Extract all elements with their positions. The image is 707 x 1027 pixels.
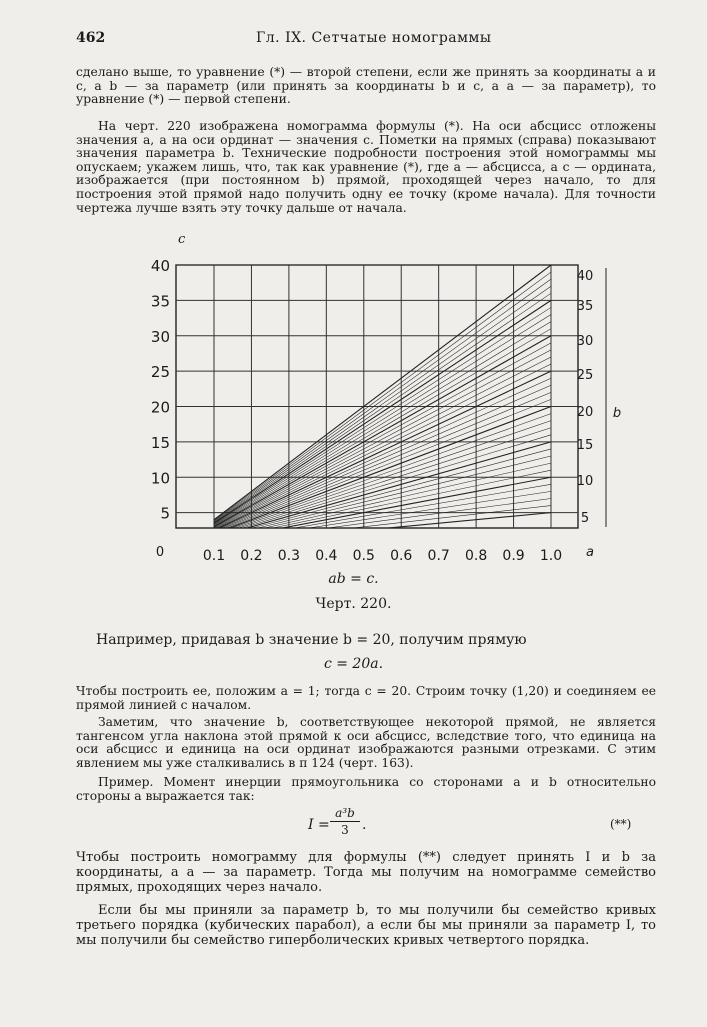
x-tick-label: 0.8 <box>464 548 488 564</box>
b-scale-label: 10 <box>576 474 594 489</box>
nomogram-line <box>214 293 551 522</box>
y-tick-label: 10 <box>150 469 170 488</box>
equation-2-tag: (**) <box>610 817 632 831</box>
paragraph-8: Если бы мы приняли за параметр b, то мы получили бы семейство кривых третьего порядка (кубических парабол), а если бы мы приняли за параметр I, то мы получили бы семейство гиперболических кривых четвертого порядка. <box>76 903 656 948</box>
y-tick-label: 35 <box>150 292 170 311</box>
figure-caption: Черт. 220. <box>315 596 392 612</box>
equation-2-denominator: 3 <box>341 823 349 837</box>
paragraph-1: сделано выше, то уравнение (*) — второй степени, если же принять за координаты a и c, а b — за параметр (или принять за координаты b и c, а a — за параметр), то уравнение (*) — первой степени. <box>76 65 656 107</box>
equation-2-lhs: I = <box>308 817 330 833</box>
b-scale-label: 5 <box>580 511 590 526</box>
origin-label: 0 <box>155 545 165 560</box>
x-tick-label: 0.9 <box>502 548 525 564</box>
b-parameter-letter: b <box>612 406 622 421</box>
nomogram-line <box>214 385 551 531</box>
x-tick-label: 1.0 <box>539 548 563 564</box>
equation-2-numerator: a³b <box>330 806 360 822</box>
nomogram-line <box>214 378 551 531</box>
x-tick-label: 0.7 <box>427 548 450 564</box>
nomogram-line <box>214 364 551 530</box>
paragraph-7: Чтобы построить номограмму для формулы (**) следует принять I и b за координаты, а a — за параметр. Тогда мы получим на номограмме семейство прямых, проходящих через начало. <box>76 850 656 895</box>
nomogram-line <box>214 435 551 537</box>
nomogram-line <box>214 272 551 520</box>
x-tick-label: 0.1 <box>202 548 226 564</box>
equation-1: c = 20a. <box>323 656 384 672</box>
nomogram-line <box>214 329 551 526</box>
nomogram-line <box>214 456 551 539</box>
nomogram-line <box>214 343 551 528</box>
y-tick-label: 40 <box>150 257 170 275</box>
nomogram-line <box>214 357 551 529</box>
x-tick-label: 0.5 <box>352 548 375 564</box>
x-tick-label: 0.3 <box>277 548 301 564</box>
b-scale-label: 35 <box>576 299 594 314</box>
y-axis-letter: c <box>178 232 186 247</box>
paragraph-3: Например, придавая b значение b = 20, получим прямую <box>96 632 527 648</box>
nomogram-line <box>214 421 551 536</box>
paragraph-6: Пример. Момент инерции прямоугольника со сторонами a и b относительно стороны a выражается так: <box>76 775 656 803</box>
equation-2 <box>0 806 707 846</box>
nomogram-line <box>214 279 551 521</box>
b-scale-label: 15 <box>576 438 594 453</box>
nomogram-line <box>214 407 551 534</box>
b-scale-label: 25 <box>576 368 594 383</box>
page-number: 462 <box>76 30 106 46</box>
equation-2-period: . <box>362 817 367 833</box>
nomogram-line <box>214 322 551 526</box>
paragraph-2: На черт. 220 изображена номограмма формулы (*). На оси абсцисс отложены значения a, а на оси ординат — значения c. Пометки на прямых (справа) показывают значения параметра b. Технические подробности построения этой номограммы мы опускаем; укажем лишь, что, так как уравнение (*), где a — абсцисса, а c — ордината, изображается (при постоянном b) прямой, проходящей через начало, то для построения этой прямой надо получить одну ее точку (кроме начала). Для точности чертежа лучше взять эту точку дальше от начала. <box>76 119 656 215</box>
y-tick-label: 30 <box>150 327 170 346</box>
b-scale-label: 40 <box>576 269 594 284</box>
equation-2-fraction <box>330 806 360 837</box>
paragraph-4: Чтобы построить ее, положим a = 1; тогда c = 20. Строим точку (1,20) и соединяем ее прямой линией с началом. <box>76 684 656 712</box>
nomogram-line <box>214 371 551 530</box>
x-tick-label: 0.4 <box>315 548 338 564</box>
nomogram-line <box>214 307 551 523</box>
figure-formula: ab = c. <box>328 571 379 587</box>
y-tick-label: 5 <box>160 504 170 523</box>
nomogram-line <box>214 336 551 527</box>
nomogram-line <box>214 265 551 520</box>
y-tick-label: 25 <box>150 363 170 382</box>
paragraph-5: Заметим, что значение b, соответствующее некоторой прямой, не является тангенсом угла наклона этой прямой к оси абсцисс, вследствие того, что единица на оси абсцисс и единица на оси ординат изображаются разными отрезками. С этим явлением мы уже сталкивались в п 124 (черт. 163). <box>76 715 656 770</box>
b-scale-label: 20 <box>576 405 594 420</box>
x-tick-label: 0.2 <box>240 548 263 564</box>
chapter-title: Гл. IX. Сетчатые номограммы <box>256 30 492 46</box>
y-tick-label: 20 <box>150 398 170 417</box>
b-scale-label: 30 <box>576 334 594 349</box>
x-axis-letter: a <box>586 545 594 560</box>
x-tick-label: 0.6 <box>390 548 413 564</box>
y-tick-label: 15 <box>150 433 170 452</box>
